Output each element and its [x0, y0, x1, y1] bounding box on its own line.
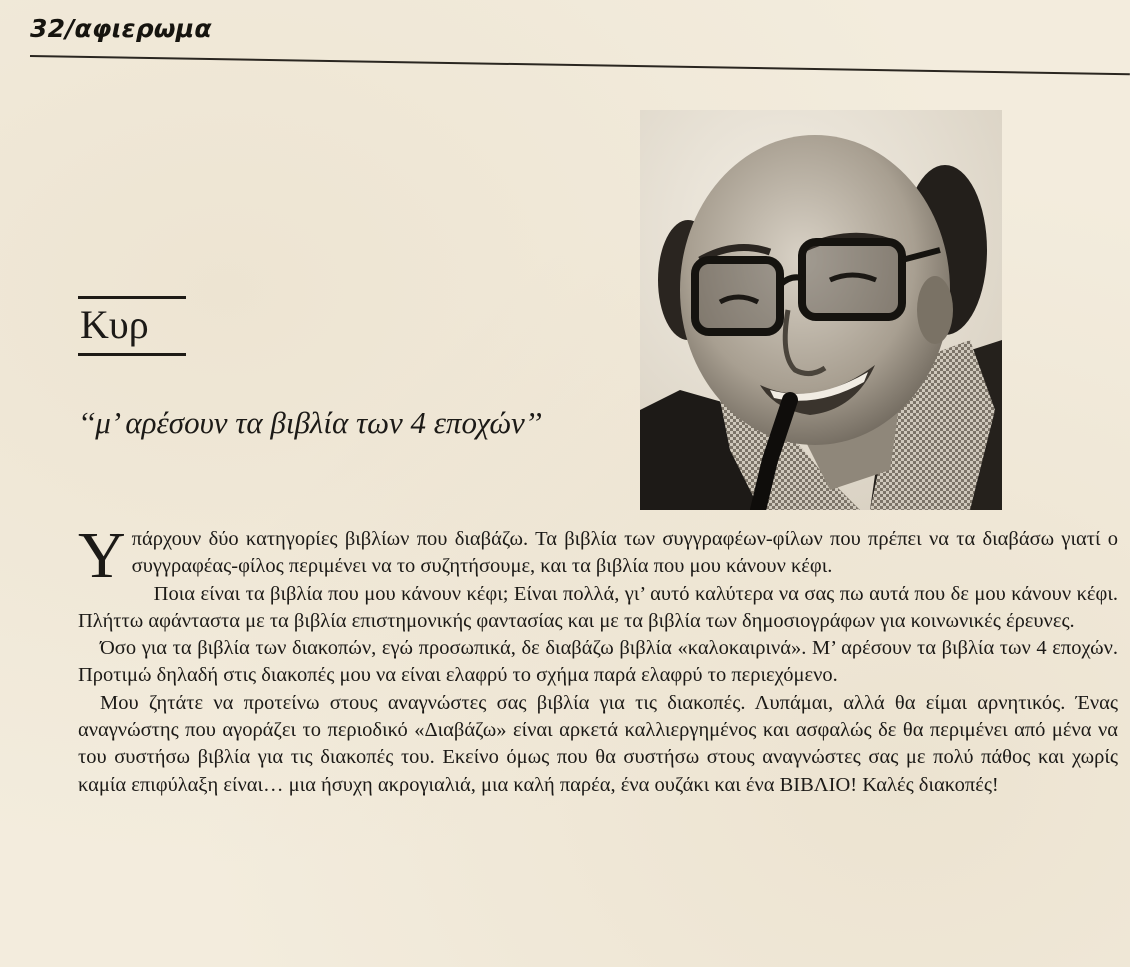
drop-cap: Υ — [78, 519, 126, 592]
paragraph-text: πάρχουν δύο κατηγορίες βιβλίων που διαβάζω. Τα βιβλία των συγγραφέων-φίλων που πρέπει να τα διαβάσω γιατί ο συγγραφέας-φίλος περιμένει να το συζητήσουμε, και τα βιβλία που μου κάνουν κέφι. — [131, 528, 1118, 578]
page-header-label: 32/αφιερωμα — [30, 14, 212, 43]
author-name: Κυρ — [80, 302, 149, 347]
paragraph: Ποια είναι τα βιβλία που μου κάνουν κέφι; Είναι πολλά, γι’ αυτό καλύτερα να σας πω αυτά που δε μου κάνουν κέφι. Πλήττω αφάνταστα με τα βιβλία επιστημονικής φαντασίας και με τα βιβλία των δημοσιογράφων για κοινωνικές έρευνες. — [78, 582, 1118, 632]
paragraph: Όσο για τα βιβλία των διακοπών, εγώ προσωπικά, δε διαβάζω βιβλία «καλοκαιρινά». Μ’ αρέσουν τα βιβλία των 4 εποχών. Προτιμώ δηλαδή στις διακοπές μου να είναι ελαφρύ το σχήμα παρά ελαφρύ το περιεχόμενο. — [78, 637, 1118, 687]
article-subtitle: ‘‘μ’ αρέσουν τα βιβλία των 4 εποχών’’ — [78, 405, 542, 440]
paragraph: Μου ζητάτε να προτείνω στους αναγνώστες σας βιβλία για τις διακοπές. Λυπάμαι, αλλά θα είμαι αρνητικός. Ένας αναγνώστης που αγοράζει το περιοδικό «Διαβάζω» είναι αρκετά καλλιεργημένος και ασφαλώς δε θα περιμένει από μένα να του συστήσω βιβλία για τις διακοπές του. Εκείνο όμως που θα συστήσω στους αναγνώστες σας με πολύ πάθος και χωρίς καμία επιφύλαξη είναι… μια ήσυχη ακρογιαλιά, μια καλή παρέα, ένα ουζάκι και ένα ΒΙΒΛΙΟ! Καλές διακοπές! — [78, 691, 1118, 796]
author-block — [78, 296, 186, 356]
paragraph — [78, 519, 1118, 592]
article-body — [78, 519, 1118, 799]
portrait-photo — [640, 110, 1002, 510]
author-rule-bottom — [78, 353, 186, 356]
